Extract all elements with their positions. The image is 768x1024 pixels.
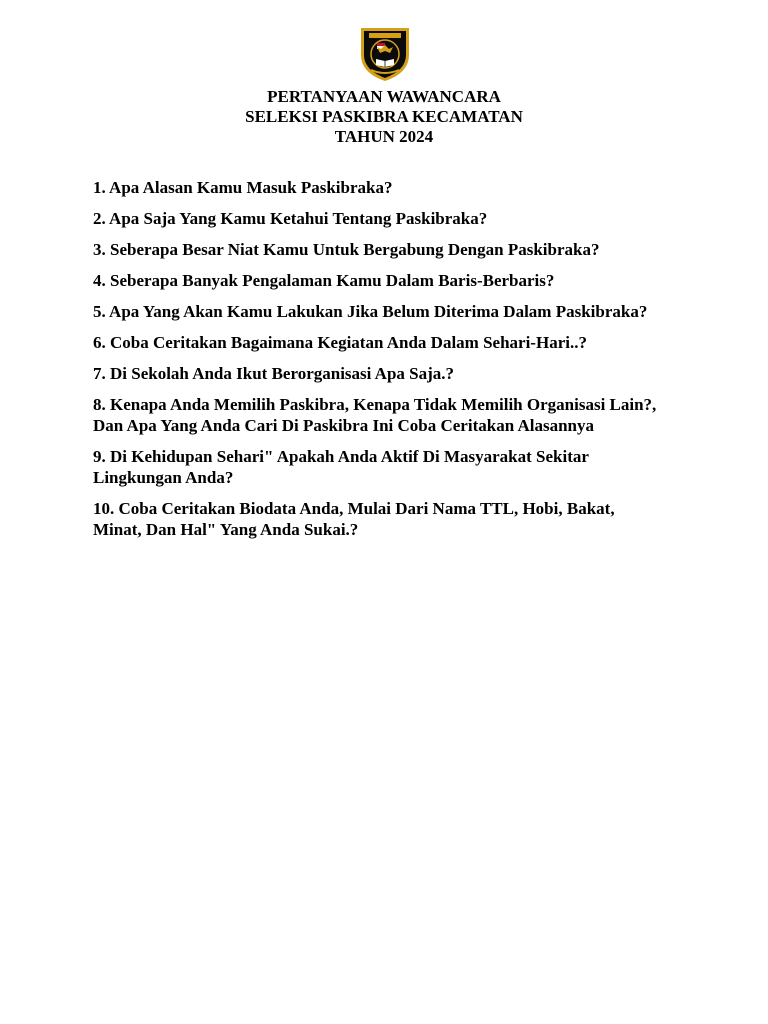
question-item-3: 3. Seberapa Besar Niat Kamu Untuk Bergabung Dengan Paskibraka? bbox=[93, 240, 600, 259]
paskibra-emblem-icon bbox=[357, 23, 413, 83]
question-item-5: 5. Apa Yang Akan Kamu Lakukan Jika Belum Diterima Dalam Paskibraka? bbox=[93, 302, 648, 321]
question-item-1: 1. Apa Alasan Kamu Masuk Paskibraka? bbox=[93, 178, 393, 197]
question-item-8: 8. Kenapa Anda Memilih Paskibra, Kenapa Tidak Memilih Organisasi Lain?, Dan Apa Yang Anda Cari Di Paskibra Ini Coba Ceritakan Alasannya bbox=[93, 395, 657, 435]
question-item-2: 2. Apa Saja Yang Kamu Ketahui Tentang Paskibraka? bbox=[93, 209, 488, 228]
question-item-4: 4. Seberapa Banyak Pengalaman Kamu Dalam Baris-Berbaris? bbox=[93, 271, 555, 290]
question-item-6: 6. Coba Ceritakan Bagaimana Kegiatan Anda Dalam Sehari-Hari..? bbox=[93, 333, 587, 352]
paskibra-emblem-svg bbox=[357, 23, 413, 83]
question-list bbox=[93, 177, 663, 550]
document-title bbox=[0, 87, 768, 147]
question-item-7: 7. Di Sekolah Anda Ikut Berorganisasi Apa Saja.? bbox=[93, 364, 455, 383]
question-item-10: 10. Coba Ceritakan Biodata Anda, Mulai Dari Nama TTL, Hobi, Bakat, Minat, Dan Hal" Yang Anda Sukai.? bbox=[93, 499, 615, 539]
title-line-3: TAHUN 2024 bbox=[334, 127, 434, 146]
title-line-2: SELEKSI PASKIBRA KECAMATAN bbox=[245, 107, 523, 126]
question-item-9: 9. Di Kehidupan Sehari" Apakah Anda Aktif Di Masyarakat Sekitar Lingkungan Anda? bbox=[93, 447, 589, 487]
title-line-1: PERTANYAAN WAWANCARA bbox=[267, 87, 501, 106]
